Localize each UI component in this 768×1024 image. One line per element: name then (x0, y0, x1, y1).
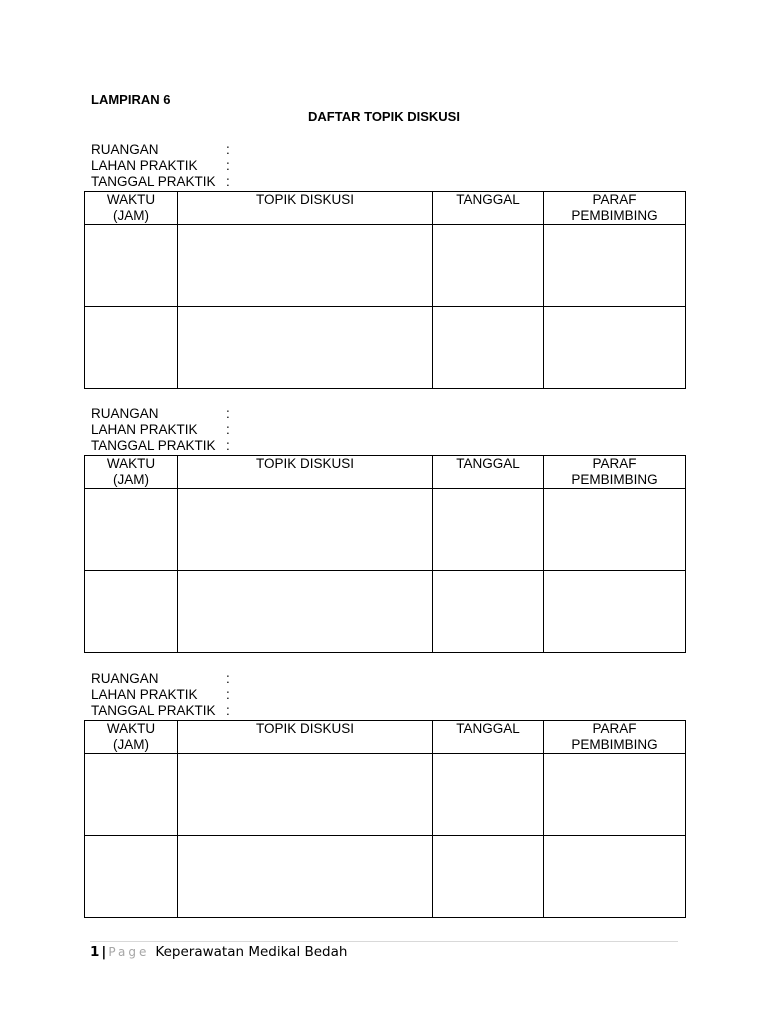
signature-cell[interactable] (544, 225, 686, 307)
header-time-line2: (JAM) (113, 737, 149, 752)
practice-site-label: LAHAN PRAKTIK (91, 422, 198, 437)
time-cell[interactable] (85, 307, 178, 389)
header-time-line1: WAKTU (106, 721, 156, 736)
header-time (85, 192, 178, 225)
appendix-label: LAMPIRAN 6 (91, 92, 171, 107)
room-row (84, 406, 685, 422)
room-colon: : (226, 142, 230, 157)
header-topic: TOPIK DISKUSI (178, 456, 433, 489)
practice-date-colon: : (226, 703, 230, 718)
discussion-section-2 (84, 406, 685, 653)
room-label: RUANGAN (91, 406, 159, 421)
signature-cell[interactable] (544, 307, 686, 389)
practice-date-row (84, 703, 685, 719)
time-cell[interactable] (85, 754, 178, 836)
practice-site-colon: : (226, 158, 230, 173)
time-cell[interactable] (85, 836, 178, 918)
topic-cell[interactable] (178, 836, 433, 918)
room-colon: : (226, 671, 230, 686)
table-row (85, 307, 686, 389)
header-time-line2: (JAM) (113, 208, 149, 223)
header-time (85, 456, 178, 489)
discussion-topic-table (84, 455, 686, 653)
discussion-section-3 (84, 671, 685, 918)
footer-text: Keperawatan Medikal Bedah (155, 944, 348, 960)
header-time-line1: WAKTU (106, 456, 156, 471)
header-date: TANGGAL (433, 721, 544, 754)
document-title: DAFTAR TOPIK DISKUSI (308, 109, 460, 124)
date-cell[interactable] (433, 307, 544, 389)
page-word: Page (108, 945, 150, 959)
discussion-section-1 (84, 142, 685, 389)
header-topic: TOPIK DISKUSI (178, 192, 433, 225)
signature-cell[interactable] (544, 571, 686, 653)
practice-site-row (84, 158, 685, 174)
topic-cell[interactable] (178, 571, 433, 653)
header-signature-line1: PARAF (592, 721, 637, 736)
room-colon: : (226, 406, 230, 421)
header-signature-line1: PARAF (592, 456, 637, 471)
time-cell[interactable] (85, 489, 178, 571)
table-row (85, 489, 686, 571)
header-date: TANGGAL (433, 456, 544, 489)
header-time-line1: WAKTU (106, 192, 156, 207)
header-time-line2: (JAM) (113, 472, 149, 487)
table-header-row (85, 192, 686, 225)
header-signature (544, 456, 686, 489)
time-cell[interactable] (85, 225, 178, 307)
table-header-row (85, 456, 686, 489)
date-cell[interactable] (433, 489, 544, 571)
practice-date-colon: : (226, 174, 230, 189)
room-row (84, 142, 685, 158)
table-row (85, 836, 686, 918)
practice-date-label: TANGGAL PRAKTIK (91, 174, 216, 189)
table-header-row (85, 721, 686, 754)
room-row (84, 671, 685, 687)
discussion-topic-table (84, 191, 686, 389)
topic-cell[interactable] (178, 754, 433, 836)
topic-cell[interactable] (178, 225, 433, 307)
room-label: RUANGAN (91, 671, 159, 686)
signature-cell[interactable] (544, 754, 686, 836)
discussion-topic-table (84, 720, 686, 918)
header-signature (544, 721, 686, 754)
table-row (85, 571, 686, 653)
topic-cell[interactable] (178, 489, 433, 571)
header-signature (544, 192, 686, 225)
topic-cell[interactable] (178, 307, 433, 389)
practice-date-label: TANGGAL PRAKTIK (91, 703, 216, 718)
practice-site-label: LAHAN PRAKTIK (91, 158, 198, 173)
header-signature-line2: PEMBIMBING (571, 472, 658, 487)
signature-cell[interactable] (544, 836, 686, 918)
signature-cell[interactable] (544, 489, 686, 571)
table-row (85, 225, 686, 307)
date-cell[interactable] (433, 225, 544, 307)
practice-date-row (84, 438, 685, 454)
header-date: TANGGAL (433, 192, 544, 225)
page-footer (90, 941, 678, 961)
practice-site-colon: : (226, 422, 230, 437)
practice-site-label: LAHAN PRAKTIK (91, 687, 198, 702)
time-cell[interactable] (85, 571, 178, 653)
date-cell[interactable] (433, 836, 544, 918)
page-separator: | (101, 944, 107, 960)
room-label: RUANGAN (91, 142, 159, 157)
practice-date-label: TANGGAL PRAKTIK (91, 438, 216, 453)
header-time (85, 721, 178, 754)
practice-site-row (84, 422, 685, 438)
header-signature-line2: PEMBIMBING (571, 208, 658, 223)
practice-date-colon: : (226, 438, 230, 453)
practice-site-colon: : (226, 687, 230, 702)
date-cell[interactable] (433, 754, 544, 836)
header-signature-line1: PARAF (592, 192, 637, 207)
date-cell[interactable] (433, 571, 544, 653)
practice-date-row (84, 174, 685, 190)
header-signature-line2: PEMBIMBING (571, 737, 658, 752)
practice-site-row (84, 687, 685, 703)
page-number: 1 (90, 944, 100, 960)
table-row (85, 754, 686, 836)
header-topic: TOPIK DISKUSI (178, 721, 433, 754)
